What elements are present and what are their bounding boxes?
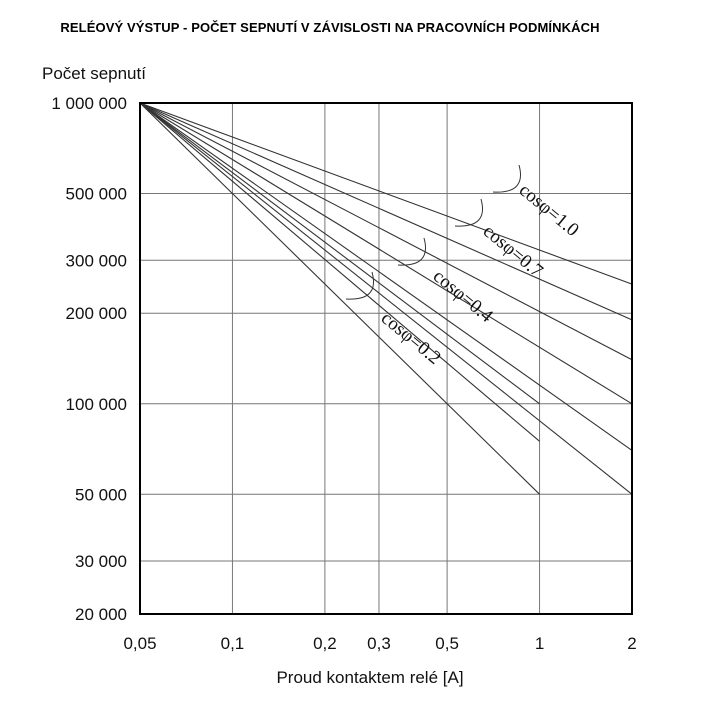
series-label: cosφ=1.0 [514,179,583,241]
y-axis-label: Počet sepnutí [42,64,146,83]
y-tick-label: 100 000 [65,394,127,414]
series-label: cosφ=0.2 [376,307,445,369]
y-tick-label: 20 000 [75,605,127,624]
boundary-line [140,103,632,450]
y-tick-label: 50 000 [75,485,127,505]
y-tick-label: 200 000 [65,304,127,324]
y-tick-label: 30 000 [75,552,127,572]
x-tick-label: 0,3 [367,634,391,653]
series-labels [346,165,583,369]
series-bracket [455,199,483,226]
x-tick-label: 0,5 [435,634,459,653]
chart-title: RELÉOVÝ VÝSTUP - POČET SEPNUTÍ V ZÁVISLOSTI NA PRACOVNÍCH PODMÍNKÁCH [60,20,600,35]
x-tick-label: 0,05 [123,634,157,653]
series-label: cosφ=0.4 [428,265,497,327]
boundary-line [140,103,540,441]
x-axis-label: Proud kontaktem relé [A] [276,668,464,687]
series-label: cosφ=0.7 [478,220,547,282]
y-tick-label: 500 000 [65,184,127,204]
y-tick-label: 300 000 [65,251,127,271]
x-tick-label: 2 [627,634,637,653]
series-line [140,103,632,404]
series-bracket [493,165,521,192]
x-tick-label: 0,1 [220,634,245,653]
series-lines [140,103,632,494]
series-line [140,103,632,494]
series-line [140,103,540,404]
series-bracket [398,238,426,265]
x-tick-label: 1 [534,634,545,653]
y-tick-label: 1 000 000 [51,94,127,113]
x-tick-label: 0,2 [313,634,337,653]
